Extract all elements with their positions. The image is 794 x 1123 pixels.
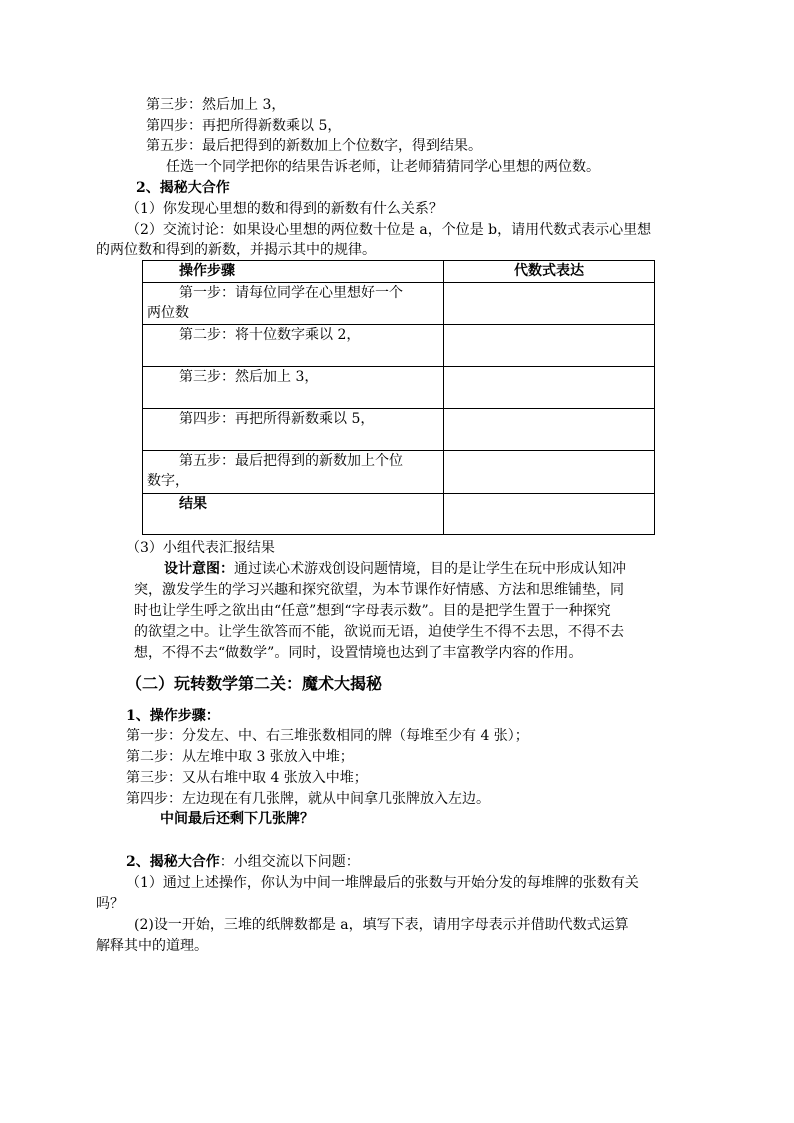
expression-cell[interactable] [444,367,655,409]
coop-question-2-line2: 解释其中的道理。 [96,938,208,954]
card-step-3: 第三步：又从右堆中取 4 张放入中堆； [126,770,368,786]
table-row [143,325,655,367]
coop-heading [126,852,360,872]
operation-heading: 1、操作步骤： [126,708,220,724]
design-line5: 想，不得不去“做数学”。同时，设置情境也达到了丰富教学内容的作用。 [134,645,583,661]
result-expression-cell[interactable] [444,494,655,535]
table-row [143,409,655,451]
table-row [143,451,655,494]
expression-cell[interactable] [444,451,655,494]
design-text: 通过读心术游戏创设问题情境，目的是让学生在玩中形成认知冲 [234,561,626,577]
card-question: 中间最后还剩下几张牌？ [160,811,314,827]
design-line1 [164,559,626,579]
question-3: （3）小组代表汇报结果 [126,540,275,556]
table-row [143,283,655,325]
coop-heading-rest: ：小组交流以下问题： [219,854,360,870]
step-3-text: 第三步：然后加上 3， [146,97,286,113]
table-row [143,367,655,409]
step-cell: 第三步：然后加上 3， [143,367,444,409]
guess-instruction: 任选一个同学把你的结果告诉老师，让老师猜猜同学心里想的两位数。 [166,159,600,175]
expression-cell[interactable] [444,283,655,325]
table-row [143,494,655,535]
design-line3: 时也让学生呼之欲出由“任意”想到“字母表示数”。目的是把学生置于一种探究 [134,603,611,619]
algebra-table [142,260,655,535]
coop-question-1-line1: （1）通过上述操作，你认为中间一堆牌最后的张数与开始分发的每堆牌的张数有关 [126,875,639,891]
expression-cell[interactable] [444,325,655,367]
expression-cell[interactable] [444,409,655,451]
question-2-line2: 的两位数和得到的新数，并揭示其中的规律。 [96,242,376,258]
step-5-text: 第五步：最后把得到的新数加上个位数字，得到结果。 [146,138,482,154]
step-cell: 第一步：请每位同学在心里想好一个 两位数 [143,283,444,325]
coop-heading-label: 2、揭秘大合作 [126,854,220,870]
section-2-title: （二）玩转数学第二关：魔术大揭秘 [126,674,383,693]
step-cell: 第二步：将十位数字乘以 2， [143,325,444,367]
step-cell: 第四步：再把所得新数乘以 5， [143,409,444,451]
coop-question-2-line1: (2)设一开始，三堆的纸牌数都是 a，填写下表，请用字母表示并借助代数式运算 [134,917,629,933]
question-2-line1: （2）交流讨论：如果设心里想的两位数十位是 a，个位是 b，请用代数式表示心里想 [126,222,652,238]
coop-question-1-line2: 吗？ [96,896,124,912]
card-step-2: 第二步：从左堆中取 3 张放入中堆； [126,749,354,765]
header-expression: 代数式表达 [444,261,655,283]
card-step-1: 第一步：分发左、中、右三堆张数相同的牌（每堆至少有 4 张）； [126,728,529,744]
step-4-text: 第四步：再把所得新数乘以 5， [146,118,342,134]
design-line4: 的欲望之中。让学生欲答而不能，欲说而无语，迫使学生不得不去思，不得不去 [134,624,624,640]
result-label-cell: 结果 [143,494,444,535]
section-heading-reveal: 2、揭秘大合作 [136,180,230,196]
header-steps: 操作步骤 [143,261,444,283]
table-header-row [143,261,655,283]
question-1: （1）你发现心里想的数和得到的新数有什么关系？ [126,201,443,217]
step-cell: 第五步：最后把得到的新数加上个位 数字， [143,451,444,494]
design-label: 设计意图： [164,561,234,577]
card-step-4: 第四步：左边现在有几张牌，就从中间拿几张牌放入左边。 [126,791,490,807]
design-line2: 突，激发学生的学习兴趣和探究欲望，为本节课作好情感、方法和思维铺垫，同 [134,582,624,598]
